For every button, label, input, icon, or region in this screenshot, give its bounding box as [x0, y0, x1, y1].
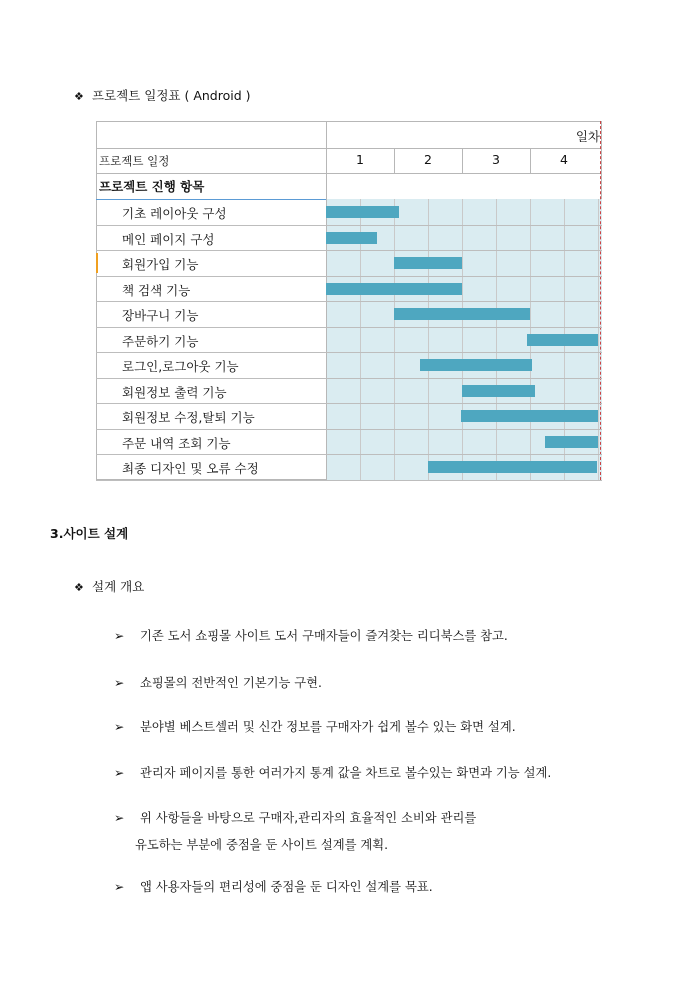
design-item-text: 앱 사용자들의 편리성에 중점을 둔 디자인 설계를 목표. [140, 880, 433, 894]
design-item-text: 분야별 베스트셀러 및 신간 정보를 구매자가 쉽게 볼수 있는 화면 설계. [140, 720, 516, 734]
design-item-text: 위 사항들을 바탕으로 구매자,관리자의 효율적인 소비와 관리를 [140, 811, 477, 825]
gantt-chart [96, 121, 602, 482]
day-unit-label: 일차 [575, 129, 600, 144]
design-item-text: 기존 도서 쇼핑몰 사이트 도서 구매자들이 즐겨찾는 리디북스를 참고. [140, 629, 508, 643]
gantt-bar [326, 232, 377, 244]
task-label-cart: 장바구니 기능 [122, 308, 199, 323]
gantt-bar [394, 257, 462, 269]
task-label-book-search: 책 검색 기능 [122, 283, 191, 298]
design-item-6 [114, 881, 433, 893]
gantt-bar [420, 359, 532, 371]
task-label-order-history: 주문 내역 조회 기능 [122, 436, 231, 451]
timeline-gridline [598, 199, 599, 480]
day-header-2: 2 [424, 152, 432, 167]
timeline-gridline [428, 199, 429, 480]
overview-title-line [74, 577, 144, 595]
header-line [96, 173, 602, 174]
task-label-member-info-view: 회원정보 출력 기능 [122, 385, 227, 400]
design-item-1 [114, 630, 508, 642]
row-separator [96, 378, 602, 379]
task-label-final-design: 최종 디자인 및 오류 수정 [122, 461, 259, 476]
overview-title: 설계 개요 [92, 579, 145, 594]
row-separator [96, 276, 602, 277]
design-item-3 [114, 721, 516, 733]
group-underline [96, 199, 326, 200]
arrow-bullet-icon: ➢ [114, 766, 125, 780]
gantt-bar [527, 334, 598, 346]
diamond-bullet-icon: ❖ [74, 90, 84, 103]
task-label-login-logout: 로그인,로그아웃 기능 [122, 359, 239, 374]
day-header-3: 3 [492, 152, 500, 167]
row-separator [96, 403, 602, 404]
arrow-bullet-icon: ➢ [114, 676, 125, 690]
arrow-bullet-icon: ➢ [114, 880, 125, 894]
gantt-bar [326, 206, 399, 218]
task-label-signup: 회원가입 기능 [122, 257, 199, 272]
day-header-1: 1 [356, 152, 364, 167]
row-separator [96, 352, 602, 353]
task-label-order: 주문하기 기능 [122, 334, 199, 349]
row-separator [96, 480, 602, 481]
arrow-bullet-icon: ➢ [114, 720, 125, 734]
timeline-gridline [462, 199, 463, 480]
task-label-layout: 기초 레이아웃 구성 [122, 206, 227, 221]
row-separator [96, 454, 602, 455]
group-label: 프로젝트 진행 항목 [99, 179, 205, 194]
task-label-member-edit-withdraw: 회원정보 수정,탈퇴 기능 [122, 410, 255, 425]
task-label-main-page: 메인 페이지 구성 [122, 232, 215, 247]
gantt-bar [394, 308, 530, 320]
schedule-title: 프로젝트 일정표 ( Android ) [92, 88, 251, 103]
design-item-5 [114, 812, 476, 824]
row-marker [96, 253, 98, 273]
row-separator [96, 225, 602, 226]
gantt-bar [461, 410, 598, 422]
diamond-bullet-icon: ❖ [74, 581, 84, 594]
design-item-4 [114, 767, 551, 779]
design-item-2 [114, 677, 322, 689]
row-separator [96, 250, 602, 251]
gantt-bar [326, 283, 462, 295]
design-item-5-continuation: 유도하는 부분에 중점을 둔 사이트 설계를 계획. [135, 838, 389, 852]
header-line [96, 148, 602, 149]
design-item-text: 쇼핑몰의 전반적인 기본기능 구현. [140, 676, 322, 690]
site-design-heading: 3.사이트 설계 [50, 526, 129, 541]
schedule-header-label: 프로젝트 일정 [99, 154, 170, 168]
row-separator [96, 429, 602, 430]
gantt-bar [462, 385, 535, 397]
schedule-title-line [74, 86, 251, 104]
timeline-gridline [394, 199, 395, 480]
row-separator [96, 327, 602, 328]
design-item-text: 관리자 페이지를 통한 여러가지 통계 값을 차트로 볼수있는 화면과 기능 설계. [140, 766, 552, 780]
row-separator [96, 301, 602, 302]
timeline-gridline [496, 199, 497, 480]
gantt-bar [428, 461, 597, 473]
arrow-bullet-icon: ➢ [114, 811, 125, 825]
day-header-4: 4 [560, 152, 568, 167]
arrow-bullet-icon: ➢ [114, 629, 125, 643]
gantt-bar [545, 436, 598, 448]
